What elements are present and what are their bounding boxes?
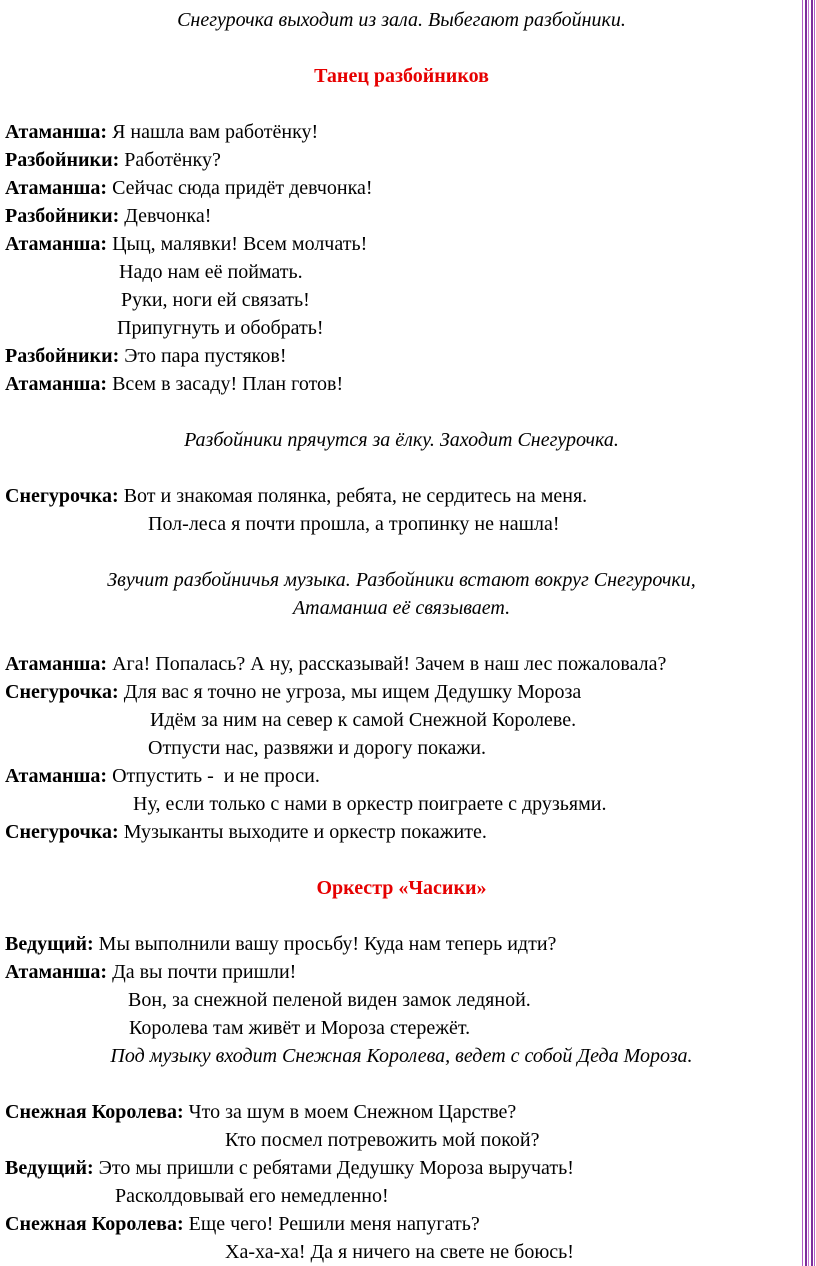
dialogue-text: Сейчас сюда придёт девчонка! [107, 177, 373, 199]
speaker-name: Атаманша: [5, 765, 108, 787]
dialogue-line [5, 118, 798, 146]
dialogue-line [5, 1210, 798, 1238]
dialogue-text: Мы выполнили вашу просьбу! Куда нам теперь идти? [93, 933, 557, 955]
blank-line [5, 398, 798, 426]
dialogue-text: Работёнку? [119, 149, 221, 171]
speaker-name: Атаманша: [5, 177, 108, 199]
blank-line [5, 538, 798, 566]
dialogue-line [5, 762, 798, 790]
speaker-name: Снежная Королева: [5, 1101, 184, 1123]
speaker-name: Ведущий: [5, 1157, 94, 1179]
speaker-name: Атаманша: [5, 233, 108, 255]
speaker-name: Снегурочка: [5, 821, 119, 843]
dialogue-line [5, 174, 798, 202]
dialogue-text: Всем в засаду! План готов! [107, 373, 344, 395]
dialogue-text: Это пара пустяков! [119, 345, 287, 367]
dialogue-text: Отпустить - и не проси. [107, 765, 320, 787]
speaker-name: Разбойники: [5, 149, 120, 171]
speaker-name: Снегурочка: [5, 681, 119, 703]
continuation-line: Пол-леса я почти прошла, а тропинку не нашла! [148, 513, 560, 535]
continuation-line: Руки, ноги ей связать! [121, 289, 310, 311]
dialogue-line [5, 650, 798, 678]
speaker-name: Атаманша: [5, 121, 108, 143]
dialogue-text: Цыц, малявки! Всем молчать! [107, 233, 368, 255]
speaker-name: Снежная Королева: [5, 1213, 184, 1235]
dialogue-line [5, 202, 798, 230]
dialogue-text: Да вы почти пришли! [107, 961, 297, 983]
blank-line [5, 622, 798, 650]
dialogue-line [5, 1154, 798, 1182]
continuation-line: Припугнуть и обобрать! [117, 317, 324, 339]
continuation-line: Ха-ха-ха! Да я ничего на свете не боюсь! [225, 1241, 574, 1263]
scene-heading: Танец разбойников [314, 65, 489, 87]
dialogue-text: Это мы пришли с ребятами Дедушку Мороза выручать! [93, 1157, 574, 1179]
speaker-name: Снегурочка: [5, 485, 119, 507]
dialogue-line [5, 678, 798, 706]
dialogue-text: Я нашла вам работёнку! [107, 121, 319, 143]
dialogue-text: Вот и знакомая полянка, ребята, не сердитесь на меня. [118, 485, 588, 507]
speaker-name: Атаманша: [5, 373, 108, 395]
blank-line [5, 902, 798, 930]
stage-direction: Снегурочка выходит из зала. Выбегают разбойники. [177, 9, 626, 31]
stage-direction: Разбойники прячутся за ёлку. Заходит Снегурочка. [184, 429, 619, 451]
dialogue-line [5, 930, 798, 958]
dialogue-text: Ага! Попалась? А ну, рассказывай! Зачем в наш лес пожаловала? [107, 653, 667, 675]
script-text-container [5, 6, 798, 1266]
dialogue-text: Что за шум в моем Снежном Царстве? [183, 1101, 517, 1123]
dialogue-line [5, 482, 798, 510]
continuation-line: Идём за ним на север к самой Снежной Королеве. [150, 709, 577, 731]
page-border-ornament [801, 0, 816, 1266]
continuation-line: Расколдовывай его немедленно! [115, 1185, 389, 1207]
dialogue-line [5, 1098, 798, 1126]
blank-line [5, 90, 798, 118]
speaker-name: Атаманша: [5, 961, 108, 983]
blank-line [5, 34, 798, 62]
continuation-line: Королева там живёт и Мороза стережёт. [129, 1017, 471, 1039]
dialogue-line [5, 818, 798, 846]
continuation-line: Кто посмел потревожить мой покой? [225, 1129, 540, 1151]
dialogue-line [5, 370, 798, 398]
continuation-line: Ну, если только с нами в оркестр поиграете с друзьями. [133, 793, 607, 815]
dialogue-line [5, 342, 798, 370]
stage-direction: Звучит разбойничья музыка. Разбойники встают вокруг Снегурочки, [107, 569, 696, 591]
dialogue-text: Музыканты выходите и оркестр покажите. [118, 821, 487, 843]
continuation-line: Надо нам её поймать. [119, 261, 303, 283]
speaker-name: Ведущий: [5, 933, 94, 955]
speaker-name: Атаманша: [5, 653, 108, 675]
stage-direction: Под музыку входит Снежная Королева, ведет с собой Деда Мороза. [110, 1045, 693, 1067]
blank-line [5, 1070, 798, 1098]
dialogue-text: Еще чего! Решили меня напугать? [183, 1213, 480, 1235]
blank-line [5, 846, 798, 874]
continuation-line: Отпусти нас, развяжи и дорогу покажи. [148, 737, 486, 759]
speaker-name: Разбойники: [5, 345, 120, 367]
dialogue-text: Девчонка! [119, 205, 212, 227]
dialogue-line [5, 146, 798, 174]
stage-direction: Атаманша её связывает. [292, 597, 511, 619]
continuation-line: Вон, за снежной пеленой виден замок ледяной. [128, 989, 531, 1011]
scene-heading: Оркестр «Часики» [316, 877, 487, 899]
blank-line [5, 454, 798, 482]
dialogue-line [5, 958, 798, 986]
dialogue-text: Для вас я точно не угроза, мы ищем Дедушку Мороза [118, 681, 582, 703]
speaker-name: Разбойники: [5, 205, 120, 227]
dialogue-line [5, 230, 798, 258]
